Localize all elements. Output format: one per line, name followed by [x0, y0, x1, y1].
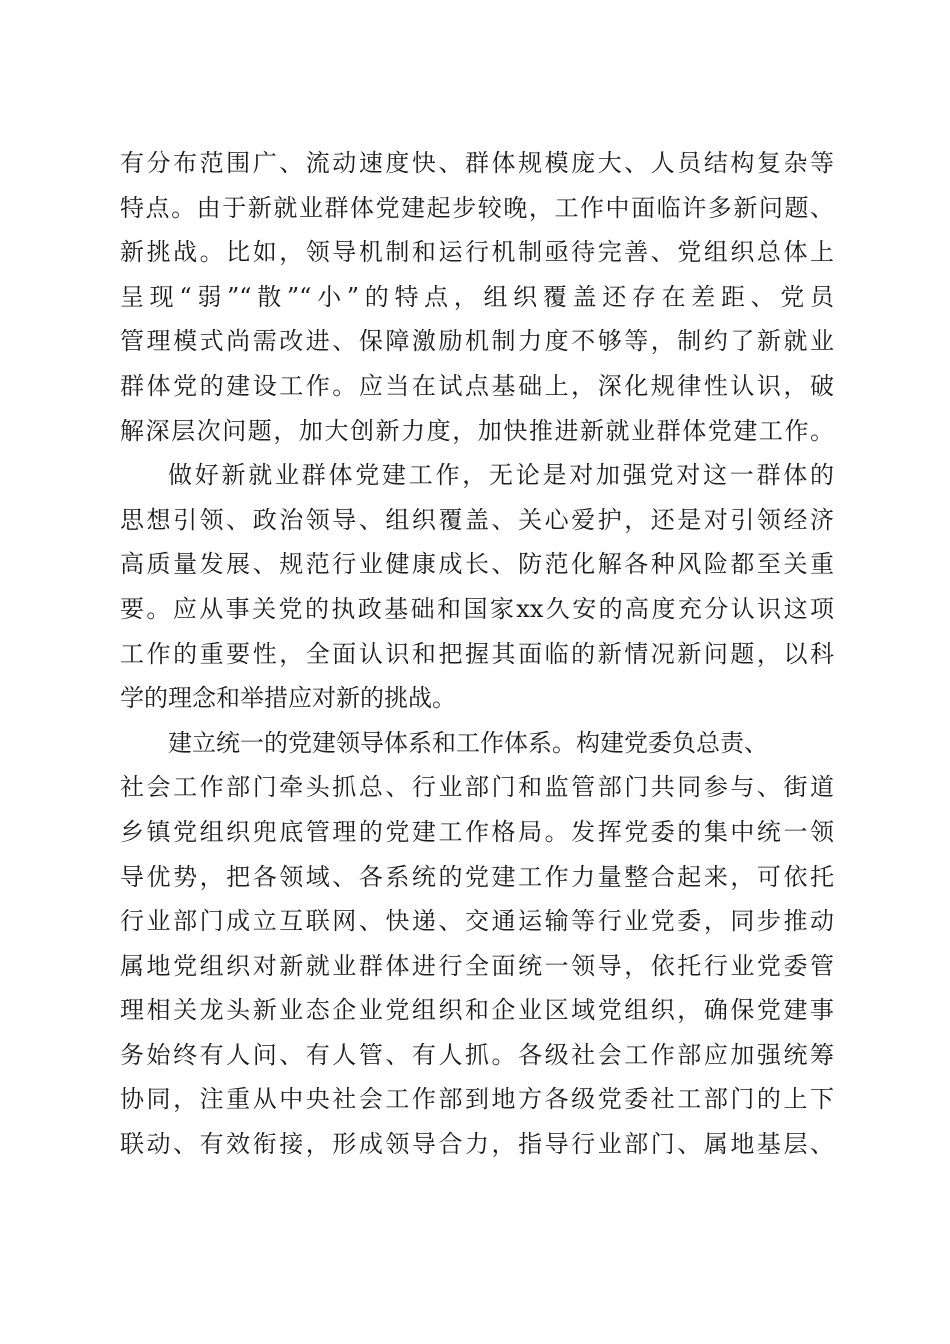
- text-line: 属地党组织对新就业群体进行全面统一领导，依托行业党委管: [120, 951, 834, 980]
- text-line: 要。应从事关党的执政基础和国家xx久安的高度充分认识这项: [120, 594, 834, 623]
- text-line: 有分布范围广、流动速度快、群体规模庞大、人员结构复杂等: [120, 149, 834, 177]
- text-line: 高质量发展、规范行业健康成长、防范化解各种风险都至关重: [120, 550, 834, 579]
- paragraph-1: [120, 141, 834, 453]
- text-line: 务始终有人问、有人管、有人抓。各级社会工作部应加强统筹: [120, 1040, 834, 1069]
- text-line: 乡镇党组织兜底管理的党建工作格局。发挥党委的集中统一领: [120, 817, 834, 846]
- text-line: 行业部门成立互联网、快递、交通运输等行业党委，同步推动: [120, 907, 834, 936]
- text-line: 做好新就业群体党建工作，无论是对加强党对这一群体的: [168, 461, 834, 490]
- text-line: 导优势，把各领域、各系统的党建工作力量整合起来，可依托: [120, 862, 834, 891]
- text-line: 社会工作部门牵头抓总、行业部门和监管部门共同参与、街道: [120, 773, 834, 802]
- text-line: 建立统一的党建领导体系和工作体系。构建党委负总责、: [168, 728, 768, 757]
- text-line: 特点。由于新就业群体党建起步较晚，工作中面临许多新问题、: [120, 193, 834, 222]
- text-line: 解深层次问题，加大创新力度，加快推进新就业群体党建工作。: [120, 416, 834, 445]
- text-line: 学的理念和举措应对新的挑战。: [120, 684, 456, 713]
- text-line: 联动、有效衔接，形成领导合力，指导行业部门、属地基层、: [120, 1130, 834, 1159]
- text-line: 思想引领、政治领导、组织覆盖、关心爱护，还是对引领经济: [120, 505, 834, 534]
- paragraph-3: [120, 721, 834, 1167]
- text-line: 协同，注重从中央社会工作部到地方各级党委社工部门的上下: [120, 1085, 834, 1114]
- text-line: 呈现“弱”“散”“小”的特点，组织覆盖还存在差距、党员: [120, 282, 834, 311]
- document-body: [120, 141, 834, 1167]
- text-line: 管理模式尚需改进、保障激励机制力度不够等，制约了新就业: [120, 327, 834, 356]
- text-line: 理相关龙头新业态企业党组织和企业区域党组织，确保党建事: [120, 996, 834, 1025]
- text-line: 工作的重要性，全面认识和把握其面临的新情况新问题，以科: [120, 639, 834, 668]
- text-line: 群体党的建设工作。应当在试点基础上，深化规律性认识，破: [120, 371, 834, 400]
- paragraph-2: [120, 453, 834, 721]
- text-line: 新挑战。比如，领导机制和运行机制亟待完善、党组织总体上: [120, 238, 834, 267]
